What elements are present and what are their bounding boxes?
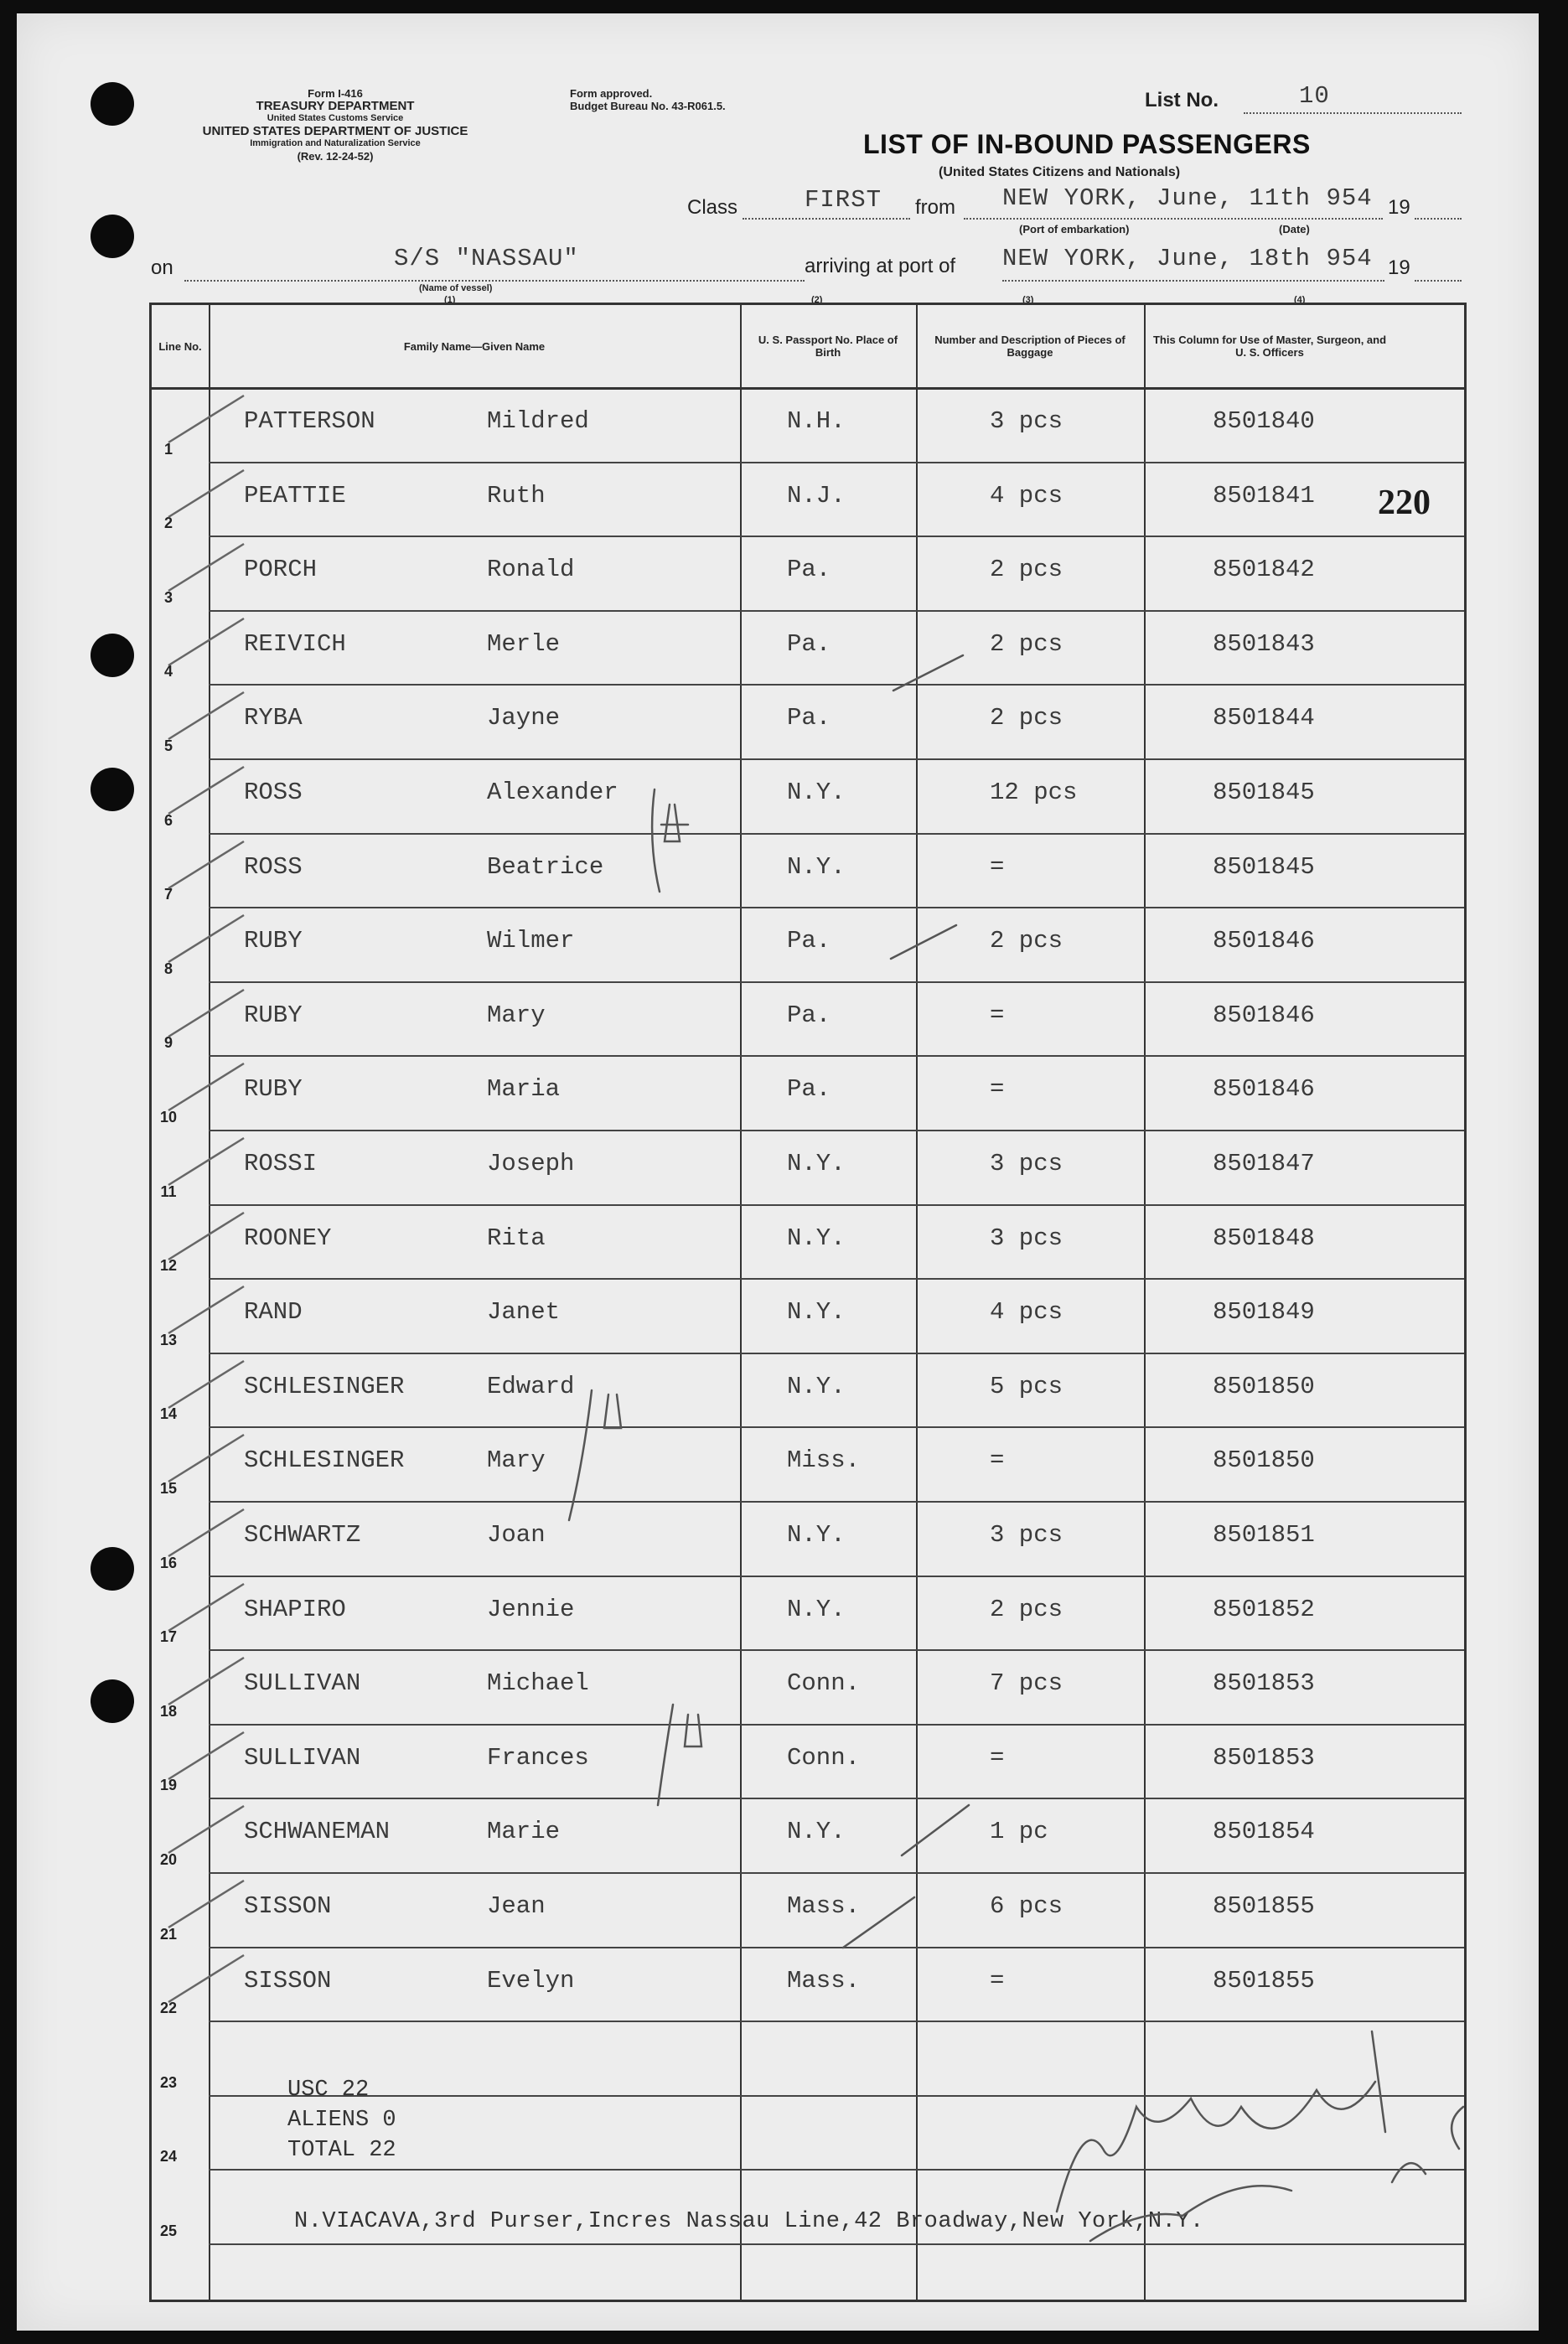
officer-number: 8501850 <box>1213 1446 1315 1475</box>
family-name: REIVICH <box>244 629 346 658</box>
list-no-value: 10 <box>1299 82 1330 110</box>
family-name: SULLIVAN <box>244 1669 361 1698</box>
place-of-birth: N.Y. <box>787 1521 846 1549</box>
given-name: Jayne <box>487 704 561 732</box>
family-name: RUBY <box>244 1075 303 1104</box>
justice-dept: UNITED STATES DEPARTMENT OF JUSTICE <box>202 124 468 138</box>
line-number: 7 <box>163 886 173 903</box>
given-name: Mildred <box>487 407 589 435</box>
family-name: SCHLESINGER <box>244 1446 405 1475</box>
officer-number: 8501851 <box>1213 1521 1315 1549</box>
header-line-no: Line No. <box>158 339 202 353</box>
family-name: SCHLESINGER <box>244 1372 405 1400</box>
given-name: Michael <box>487 1669 589 1698</box>
officer-number: 8501846 <box>1213 1001 1315 1029</box>
officer-number: 8501855 <box>1213 1966 1315 1995</box>
baggage: = <box>990 1001 1005 1029</box>
form-sheet <box>17 13 1539 2331</box>
line-number: 21 <box>159 1925 178 1943</box>
line-number: 10 <box>159 1108 178 1125</box>
family-name: PORCH <box>244 556 318 584</box>
place-of-birth: N.Y. <box>787 779 846 806</box>
year-line <box>1415 218 1462 220</box>
binder-hole <box>91 82 134 126</box>
family-name: SISSON <box>244 1892 332 1920</box>
page-subtitle: (United States Citizens and Nationals) <box>939 165 1181 179</box>
handwritten-time <box>1392 2107 1463 2182</box>
officer-number: 8501849 <box>1213 1298 1315 1327</box>
given-name: Mary <box>487 1446 546 1475</box>
baggage: 3 pcs <box>990 1150 1063 1177</box>
passenger-table <box>149 303 1467 2302</box>
place-of-birth: Mass. <box>787 1966 861 1995</box>
baggage: 3 pcs <box>990 407 1063 435</box>
line-number: 19 <box>159 1777 178 1794</box>
given-name: Ronald <box>487 556 575 584</box>
baggage: 4 pcs <box>990 1298 1063 1327</box>
officer-number: 8501847 <box>1213 1150 1315 1177</box>
baggage: = <box>990 1075 1005 1104</box>
line-number: 14 <box>159 1405 178 1423</box>
baggage: 5 pcs <box>990 1372 1063 1400</box>
place-of-birth: Pa. <box>787 629 831 658</box>
given-name: Rita <box>487 1224 546 1252</box>
given-name: Merle <box>487 629 561 658</box>
caption-1: (1) <box>444 295 456 305</box>
arriving-value: NEW YORK, June, 18th 954 <box>1002 245 1373 272</box>
family-name: ROONEY <box>244 1224 332 1252</box>
handwritten-check <box>902 1805 969 1855</box>
place-of-birth: N.Y. <box>787 1372 846 1400</box>
line-number: 13 <box>159 1331 178 1348</box>
handwritten-check <box>891 925 956 959</box>
given-name: Marie <box>487 1818 561 1846</box>
line-number: 3 <box>163 588 173 606</box>
vessel-value: S/S "NASSAU" <box>394 245 579 272</box>
family-name: PATTERSON <box>244 407 375 435</box>
class-line <box>743 218 910 220</box>
family-name: ROSSI <box>244 1150 318 1177</box>
place-of-birth: Pa. <box>787 1001 831 1029</box>
family-name: SULLIVAN <box>244 1743 361 1772</box>
binder-hole <box>91 1547 134 1591</box>
caption-3: (3) <box>1022 295 1034 305</box>
line-number: 25 <box>159 2222 178 2239</box>
place-of-birth: Miss. <box>787 1446 861 1475</box>
caption-2: (2) <box>811 295 823 305</box>
given-name: Wilmer <box>487 927 575 955</box>
place-of-birth: N.H. <box>787 407 846 435</box>
line-number: 18 <box>159 1702 178 1720</box>
baggage: = <box>990 852 1005 881</box>
form-approved: Form approved. <box>570 87 653 100</box>
given-name: Beatrice <box>487 852 604 881</box>
family-name: SCHWANEMAN <box>244 1818 391 1846</box>
place-of-birth: N.Y. <box>787 1224 846 1252</box>
caption-4: (4) <box>1294 295 1306 305</box>
given-name: Alexander <box>487 779 618 806</box>
budget-bureau: Budget Bureau No. 43-R061.5. <box>570 100 726 112</box>
class-value: FIRST <box>805 186 882 214</box>
baggage: 3 pcs <box>990 1521 1063 1549</box>
family-name: SCHWARTZ <box>244 1521 361 1549</box>
header-officers: This Column for Use of Master, Surgeon, and U. S. Officers <box>1152 334 1387 359</box>
place-of-birth: Mass. <box>787 1892 861 1920</box>
place-of-birth: N.Y. <box>787 1150 846 1177</box>
given-name: Edward <box>487 1372 575 1400</box>
date-caption: (Date) <box>1279 223 1310 235</box>
baggage: 12 pcs <box>990 779 1078 806</box>
place-of-birth: N.Y. <box>787 1298 846 1327</box>
line-number: 12 <box>159 1257 178 1275</box>
officer-number: 8501852 <box>1213 1595 1315 1623</box>
place-of-birth: N.Y. <box>787 1595 846 1623</box>
arriving-label: arriving at port of <box>805 255 956 277</box>
form-header-block <box>159 87 511 163</box>
place-of-birth: N.J. <box>787 481 846 510</box>
place-of-birth: Pa. <box>787 1075 831 1104</box>
line-number: 15 <box>159 1479 178 1497</box>
on-label: on <box>151 256 173 279</box>
officer-number: 8501850 <box>1213 1372 1315 1400</box>
officer-number: 8501843 <box>1213 629 1315 658</box>
header-baggage: Number and Description of Pieces of Baggage <box>934 334 1126 359</box>
officer-number: 8501842 <box>1213 556 1315 584</box>
handwritten-signature <box>1057 2082 1375 2241</box>
handwritten-initials <box>652 789 688 892</box>
officer-number: 8501848 <box>1213 1224 1315 1252</box>
baggage: = <box>990 1966 1005 1995</box>
baggage: 2 pcs <box>990 1595 1063 1623</box>
baggage: = <box>990 1446 1005 1475</box>
place-of-birth: Conn. <box>787 1669 861 1698</box>
vessel-line <box>184 280 805 282</box>
list-no-label: List No. <box>1145 89 1219 111</box>
handwritten-line <box>1372 2031 1385 2132</box>
baggage: = <box>990 1743 1005 1772</box>
place-of-birth: Pa. <box>787 556 831 584</box>
officer-number: 8501841 <box>1213 481 1315 510</box>
given-name: Jean <box>487 1892 546 1920</box>
page-title: LIST OF IN-BOUND PASSENGERS <box>863 129 1311 159</box>
header-name: Family Name—Given Name <box>403 339 546 353</box>
family-name: ROSS <box>244 852 303 881</box>
ins-service: Immigration and Naturalization Service <box>250 138 421 148</box>
margin-number: 220 <box>1378 484 1431 522</box>
totals-total: TOTAL 22 <box>287 2138 396 2163</box>
officer-number: 8501845 <box>1213 852 1315 881</box>
place-of-birth: Pa. <box>787 927 831 955</box>
baggage: 2 pcs <box>990 556 1063 584</box>
given-name: Mary <box>487 1001 546 1029</box>
arriving-line <box>1002 280 1384 282</box>
from-value: NEW YORK, June, 11th 954 <box>1002 184 1373 212</box>
list-no-line <box>1244 112 1462 114</box>
from-label: from <box>915 196 955 219</box>
binder-hole <box>91 768 134 811</box>
line-number: 1 <box>163 440 173 458</box>
handwritten-check <box>843 1897 914 1948</box>
line-number: 24 <box>159 2148 178 2165</box>
family-name: RUBY <box>244 927 303 955</box>
handwritten-check <box>893 655 963 691</box>
officer-number: 8501854 <box>1213 1818 1315 1846</box>
family-name: PEATTIE <box>244 481 346 510</box>
line-number: 17 <box>159 1628 178 1646</box>
given-name: Frances <box>487 1743 589 1772</box>
given-name: Ruth <box>487 481 546 510</box>
totals-usc: USC 22 <box>287 2078 370 2103</box>
handwritten-initials <box>658 1705 701 1805</box>
line-number: 5 <box>163 737 173 754</box>
year-suffix-2: 19 <box>1388 256 1410 279</box>
line-number: 23 <box>159 2073 178 2091</box>
line-number: 4 <box>163 663 173 680</box>
baggage: 2 pcs <box>990 629 1063 658</box>
officer-number: 8501844 <box>1213 704 1315 732</box>
line-number: 22 <box>159 2000 178 2017</box>
handwritten-marks <box>152 305 1464 2300</box>
family-name: RYBA <box>244 704 303 732</box>
baggage: 6 pcs <box>990 1892 1063 1920</box>
binder-hole <box>91 1679 134 1723</box>
officer-number: 8501845 <box>1213 779 1315 806</box>
approval-block <box>570 87 726 112</box>
line-number: 8 <box>163 960 173 977</box>
baggage: 3 pcs <box>990 1224 1063 1252</box>
given-name: Joseph <box>487 1150 575 1177</box>
given-name: Maria <box>487 1075 561 1104</box>
place-of-birth: Pa. <box>787 704 831 732</box>
officer-number: 8501855 <box>1213 1892 1315 1920</box>
given-name: Jennie <box>487 1595 575 1623</box>
handwritten-initials <box>569 1390 621 1520</box>
header-passport: U. S. Passport No. Place of Birth <box>758 334 898 359</box>
line-number: 9 <box>163 1034 173 1052</box>
customs-service: United States Customs Service <box>267 113 404 123</box>
line-number: 16 <box>159 1554 178 1571</box>
given-name: Evelyn <box>487 1966 575 1995</box>
line-number: 6 <box>163 811 173 829</box>
baggage: 1 pc <box>990 1818 1048 1846</box>
officer-number: 8501853 <box>1213 1669 1315 1698</box>
line-number: 11 <box>160 1182 177 1200</box>
baggage: 7 pcs <box>990 1669 1063 1698</box>
officer-number: 8501853 <box>1213 1743 1315 1772</box>
officer-number: 8501840 <box>1213 407 1315 435</box>
treasury-dept: TREASURY DEPARTMENT <box>256 99 415 113</box>
baggage: 2 pcs <box>990 704 1063 732</box>
place-of-birth: N.Y. <box>787 852 846 881</box>
revision: (Rev. 12-24-52) <box>297 150 374 163</box>
family-name: ROSS <box>244 779 303 806</box>
year-suffix: 19 <box>1388 196 1410 219</box>
family-name: RAND <box>244 1298 303 1327</box>
family-name: SISSON <box>244 1966 332 1995</box>
place-of-birth: N.Y. <box>787 1818 846 1846</box>
family-name: RUBY <box>244 1001 303 1029</box>
from-line <box>964 218 1383 220</box>
place-of-birth: Conn. <box>787 1743 861 1772</box>
given-name: Janet <box>487 1298 561 1327</box>
year-line-2 <box>1415 280 1462 282</box>
officer-number: 8501846 <box>1213 927 1315 955</box>
line-number: 20 <box>159 1850 178 1868</box>
baggage: 2 pcs <box>990 927 1063 955</box>
totals-aliens: ALIENS 0 <box>287 2108 396 2133</box>
purser-line: N.VIACAVA,3rd Purser,Incres Nassau Line,42 Broadway,New York,N.Y. <box>294 2209 1204 2234</box>
officer-number: 8501846 <box>1213 1075 1315 1104</box>
line-number: 2 <box>163 515 173 532</box>
given-name: Joan <box>487 1521 546 1549</box>
family-name: SHAPIRO <box>244 1595 346 1623</box>
baggage: 4 pcs <box>990 481 1063 510</box>
form-number: Form I-416 <box>308 87 363 100</box>
class-label: Class <box>687 196 738 219</box>
binder-hole <box>91 215 134 258</box>
binder-hole <box>91 634 134 677</box>
port-caption: (Port of embarkation) <box>1019 223 1130 235</box>
vessel-caption: (Name of vessel) <box>419 283 493 293</box>
